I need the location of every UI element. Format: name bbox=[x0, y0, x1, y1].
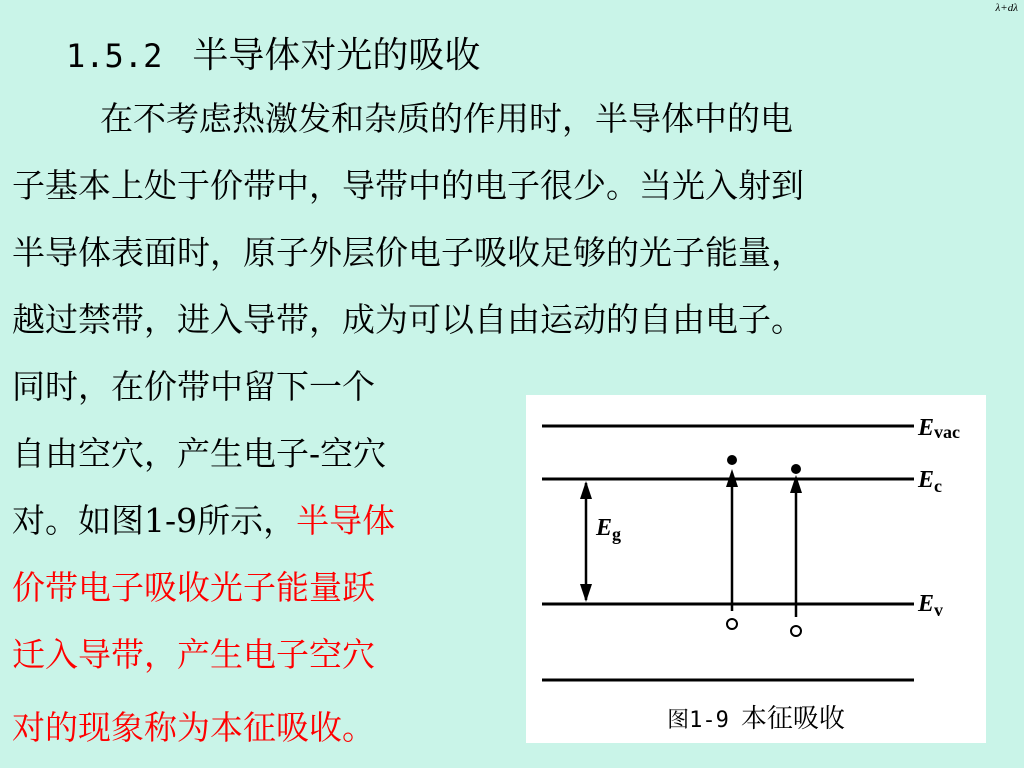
hole-circle-2 bbox=[791, 626, 801, 636]
section-number: 1.5.2 bbox=[66, 37, 163, 75]
paragraph-line-1: 在不考虑热激发和杂质的作用时，半导体中的电 bbox=[100, 99, 793, 138]
paragraph-line-7 bbox=[12, 490, 395, 552]
figure-caption bbox=[526, 701, 986, 739]
figure-caption-number: 图1-9 bbox=[667, 708, 729, 733]
label-ev: $E_v$ bbox=[918, 591, 944, 620]
highlight-text-2: 价带电子吸收光子能量跃 bbox=[12, 568, 375, 607]
paragraph-line-3: 半导体表面时，原子外层价电子吸收足够的光子能量， bbox=[12, 233, 804, 272]
band-diagram bbox=[526, 395, 986, 743]
figure-caption-text: 本征吸收 bbox=[740, 704, 845, 734]
corner-mark: λ+dλ bbox=[995, 2, 1018, 14]
label-evac: Evac bbox=[918, 415, 961, 442]
highlight-text-3: 迁入导带，产生电子空穴 bbox=[12, 635, 375, 674]
electron-dot-2 bbox=[791, 464, 801, 474]
section-title: 半导体对光的吸收 bbox=[192, 35, 481, 76]
paragraph-line-2: 子基本上处于价带中，导带中的电子很少。当光入射到 bbox=[12, 166, 804, 205]
hole-circle-1 bbox=[727, 619, 737, 629]
label-ec: $E_c$ bbox=[918, 467, 943, 496]
paragraph-line-7-text: 对。如图1-9所示， bbox=[12, 501, 297, 540]
paragraph-line-6: 自由空穴，产生电子-空穴 bbox=[12, 434, 387, 473]
label-eg: $E_g$ bbox=[596, 515, 622, 544]
bandgap-double-arrow bbox=[580, 481, 592, 602]
highlight-text-4: 对的现象称为本征吸收。 bbox=[12, 708, 375, 747]
paragraph-line-4: 越过禁带，进入导带，成为可以自由运动的自由电子。 bbox=[12, 300, 804, 339]
electron-transition-arrow-2 bbox=[790, 475, 802, 617]
electron-transition-arrow-1 bbox=[726, 469, 738, 611]
electron-dot-1 bbox=[727, 455, 737, 465]
paragraph-line-5: 同时，在价带中留下一个 bbox=[12, 367, 375, 406]
highlight-text-1: 半导体 bbox=[296, 501, 396, 540]
band-diagram-figure bbox=[526, 395, 986, 743]
section-heading bbox=[66, 32, 480, 80]
